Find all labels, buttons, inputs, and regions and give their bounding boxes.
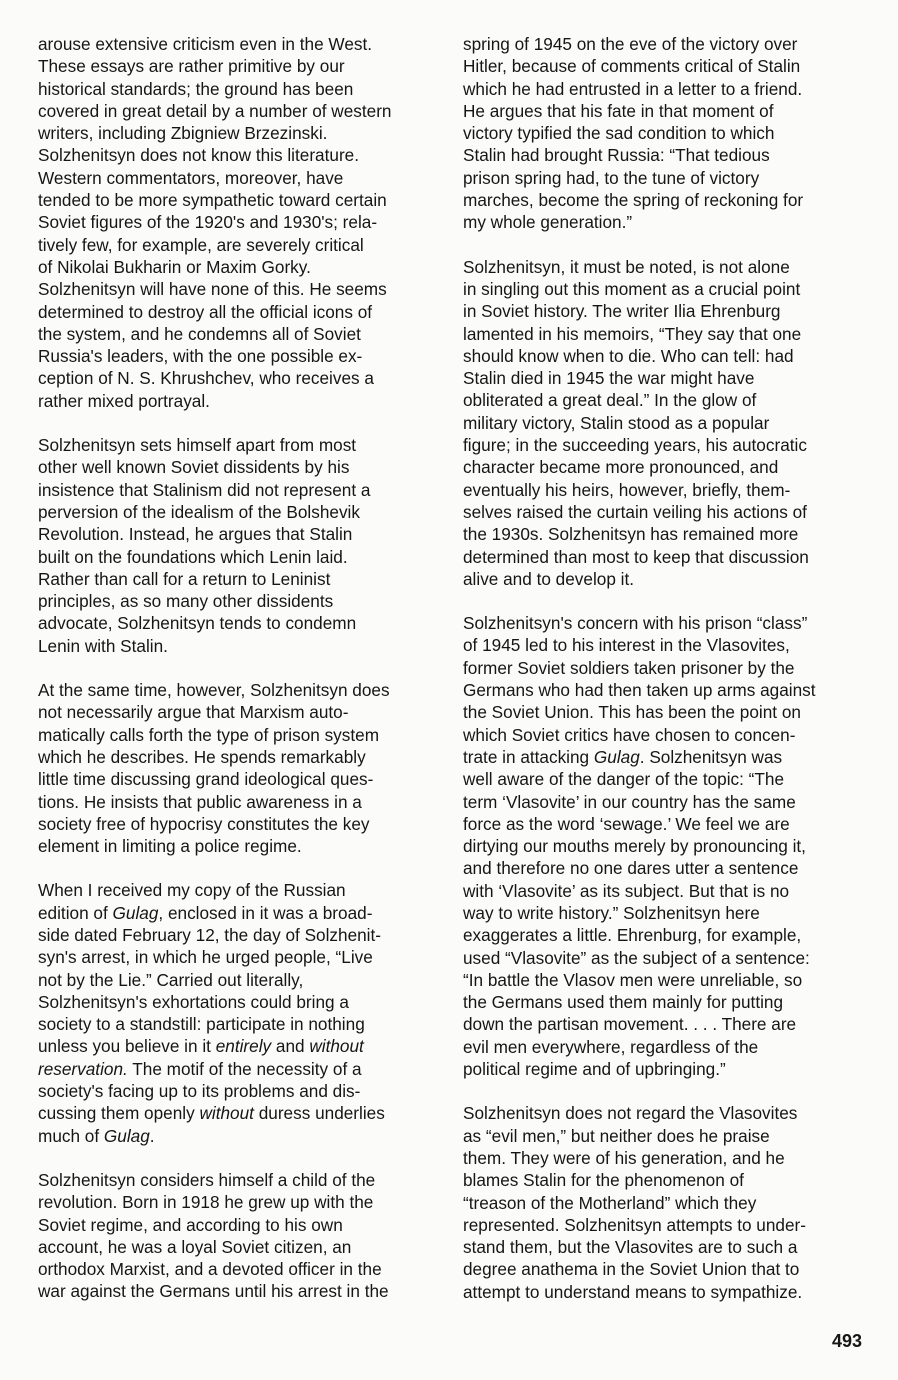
text-line: which he had entrusted in a letter to a friend. <box>463 78 803 99</box>
text-line: advocate, Solzhenitsyn tends to condemn <box>38 613 357 634</box>
text-line: other well known Soviet dissidents by his <box>38 457 350 478</box>
text-line: society free of hypocrisy constitutes the key <box>38 813 370 834</box>
text-line: of 1945 led to his interest in the Vlasovites, <box>463 635 790 656</box>
text-line: historical standards; the ground has been <box>38 78 354 99</box>
text-line: much of Gulag. <box>38 1125 155 1146</box>
text-line: force as the word ‘sewage.’ We feel we are <box>463 813 790 834</box>
text-line: the Soviet Union. This has been the point on <box>463 702 801 723</box>
text-line: perversion of the idealism of the Bolshevik <box>38 501 360 522</box>
paragraph <box>38 879 440 1147</box>
text-line: cussing them openly without duress underlies <box>38 1103 385 1124</box>
paragraph <box>463 33 865 234</box>
text-line: not necessarily argue that Marxism auto- <box>38 702 349 723</box>
text-line: Solzhenitsyn does not regard the Vlasovites <box>463 1103 798 1124</box>
text-line: tended to be more sympathetic toward certain <box>38 190 387 211</box>
paragraph <box>463 1102 865 1303</box>
text-line: used “Vlasovite” as the subject of a sentence: <box>463 947 810 968</box>
text-line: determined to destroy all the official icons of <box>38 301 373 322</box>
text-line: Solzhenitsyn will have none of this. He seems <box>38 279 387 300</box>
text-line: little time discussing grand ideological ques- <box>38 769 374 790</box>
text-line: the 1930s. Solzhenitsyn has remained more <box>463 524 799 545</box>
text-line: of Nikolai Bukharin or Maxim Gorky. <box>38 256 311 277</box>
text-line: account, he was a loyal Soviet citizen, an <box>38 1236 352 1257</box>
paragraph <box>38 434 440 657</box>
text-line: Lenin with Stalin. <box>38 635 168 656</box>
text-line: “treason of the Motherland” which they <box>463 1192 757 1213</box>
text-line: victory typified the sad condition to which <box>463 123 775 144</box>
text-line: Stalin had brought Russia: “That tedious <box>463 145 770 166</box>
text-line: which Soviet critics have chosen to concen- <box>463 724 796 745</box>
text-line: built on the foundations which Lenin laid. <box>38 546 348 567</box>
text-line: Western commentators, moreover, have <box>38 167 344 188</box>
text-line: He argues that his fate in that moment of <box>463 100 774 121</box>
text-line: syn's arrest, in which he urged people, “Live <box>38 947 373 968</box>
text-line: figure; in the succeeding years, his autocratic <box>463 435 807 456</box>
text-line: unless you believe in it entirely and without <box>38 1036 364 1057</box>
text-line: term ‘Vlasovite’ in our country has the same <box>463 791 796 812</box>
text-line: in singling out this moment as a crucial point <box>463 278 801 299</box>
paragraph <box>463 612 865 1080</box>
text-line: ception of N. S. Khrushchev, who receives a <box>38 368 374 389</box>
text-line: obliterated a great deal.” In the glow of <box>463 390 757 411</box>
text-line: Soviet regime, and according to his own <box>38 1214 343 1235</box>
text-line: character became more pronounced, and <box>463 457 779 478</box>
text-line: covered in great detail by a number of western <box>38 100 392 121</box>
paragraph <box>38 33 440 412</box>
text-line: Solzhenitsyn does not know this literature. <box>38 145 360 166</box>
text-line: Revolution. Instead, he argues that Stalin <box>38 524 353 545</box>
text-line: dirtying our mouths merely by pronouncing it, <box>463 836 806 857</box>
text-line: eventually his heirs, however, briefly, them- <box>463 479 791 500</box>
text-line: attempt to understand means to sympathize. <box>463 1281 803 1302</box>
text-line: the Germans used them mainly for putting <box>463 992 784 1013</box>
text-line: These essays are rather primitive by our <box>38 56 345 77</box>
text-line: writers, including Zbigniew Brzezinski. <box>38 123 328 144</box>
text-line: prison spring had, to the tune of victory <box>463 167 760 188</box>
text-line: Solzhenitsyn considers himself a child of the <box>38 1169 376 1190</box>
text-line: “In battle the Vlasov men were unreliable, so <box>463 969 803 990</box>
text-line: selves raised the curtain veiling his actions of <box>463 501 807 522</box>
text-line: with ‘Vlasovite’ as its subject. But that is no <box>463 880 790 901</box>
paragraph <box>38 1169 440 1303</box>
text-line: Solzhenitsyn sets himself apart from most <box>38 435 357 456</box>
text-line: them. They were of his generation, and he <box>463 1147 785 1168</box>
paragraph <box>38 679 440 857</box>
text-line: in Soviet history. The writer Ilia Ehrenburg <box>463 301 781 322</box>
text-line: society's facing up to its problems and dis- <box>38 1081 361 1102</box>
text-line: blames Stalin for the phenomenon of <box>463 1170 744 1191</box>
text-line: stand them, but the Vlasovites are to such a <box>463 1237 798 1258</box>
text-line: not by the Lie.” Carried out literally, <box>38 969 304 990</box>
text-line: my whole generation.” <box>463 212 633 233</box>
text-line: edition of Gulag, enclosed in it was a broad- <box>38 902 373 923</box>
paragraph <box>463 256 865 590</box>
right-text-column <box>463 33 865 1325</box>
text-line: Solzhenitsyn's concern with his prison “class” <box>463 613 808 634</box>
text-line: Hitler, because of comments critical of Stalin <box>463 56 801 77</box>
left-text-column <box>38 33 440 1325</box>
text-line: matically calls forth the type of prison system <box>38 724 380 745</box>
text-line: Solzhenitsyn, it must be noted, is not alone <box>463 256 790 277</box>
text-line: rather mixed portrayal. <box>38 390 210 411</box>
text-line: insistence that Stalinism did not represent a <box>38 479 371 500</box>
text-line: political regime and of upbringing.” <box>463 1059 726 1080</box>
text-line: Germans who had then taken up arms against <box>463 680 816 701</box>
text-line: side dated February 12, the day of Solzhenit- <box>38 924 382 945</box>
text-line: marches, become the spring of reckoning for <box>463 190 804 211</box>
text-line: tively few, for example, are severely critical <box>38 234 364 255</box>
text-line: orthodox Marxist, and a devoted officer in the <box>38 1259 382 1280</box>
text-line: determined than most to keep that discussion <box>463 546 809 567</box>
text-line: should know when to die. Who can tell: had <box>463 345 794 366</box>
text-line: Solzhenitsyn's exhortations could bring a <box>38 991 349 1012</box>
text-line: military victory, Stalin stood as a popular <box>463 412 770 433</box>
text-line: trate in attacking Gulag. Solzhenitsyn was <box>463 746 783 767</box>
text-line: Rather than call for a return to Leninist <box>38 568 331 589</box>
text-line: Russia's leaders, with the one possible ex- <box>38 346 363 367</box>
text-line: reservation. The motif of the necessity of a <box>38 1058 362 1079</box>
text-line: society to a standstill: participate in nothing <box>38 1014 365 1035</box>
text-line: the system, and he condemns all of Soviet <box>38 323 361 344</box>
text-line: down the partisan movement. . . . There are <box>463 1014 797 1035</box>
text-line: alive and to develop it. <box>463 568 635 589</box>
text-line: arouse extensive criticism even in the West. <box>38 34 373 54</box>
text-line: exaggerates a little. Ehrenburg, for example, <box>463 925 802 946</box>
text-line: lamented in his memoirs, “They say that one <box>463 323 802 344</box>
text-line: element in limiting a police regime. <box>38 836 302 857</box>
text-line: war against the Germans until his arrest in the <box>38 1281 389 1302</box>
text-line: principles, as so many other dissidents <box>38 591 334 612</box>
page-number: 493 <box>831 1331 862 1351</box>
text-line: revolution. Born in 1918 he grew up with the <box>38 1192 374 1213</box>
text-line: evil men everywhere, regardless of the <box>463 1036 759 1057</box>
text-line: degree anathema in the Soviet Union that to <box>463 1259 800 1280</box>
text-line: spring of 1945 on the eve of the victory over <box>463 34 798 54</box>
text-line: represented. Solzhenitsyn attempts to under- <box>463 1214 806 1235</box>
text-line: and therefore no one dares utter a sentence <box>463 858 799 879</box>
text-line: Soviet figures of the 1920's and 1930's; rela- <box>38 212 378 233</box>
text-line: At the same time, however, Solzhenitsyn does <box>38 680 390 701</box>
text-line: tions. He insists that public awareness in a <box>38 791 362 812</box>
text-line: which he describes. He spends remarkably <box>38 746 366 767</box>
text-line: When I received my copy of the Russian <box>38 880 346 901</box>
text-line: former Soviet soldiers taken prisoner by the <box>463 657 795 678</box>
text-line: Stalin died in 1945 the war might have <box>463 368 755 389</box>
text-line: as “evil men,” but neither does he praise <box>463 1125 770 1146</box>
text-line: way to write history.” Solzhenitsyn here <box>463 902 760 923</box>
text-line: well aware of the danger of the topic: “The <box>463 769 785 790</box>
